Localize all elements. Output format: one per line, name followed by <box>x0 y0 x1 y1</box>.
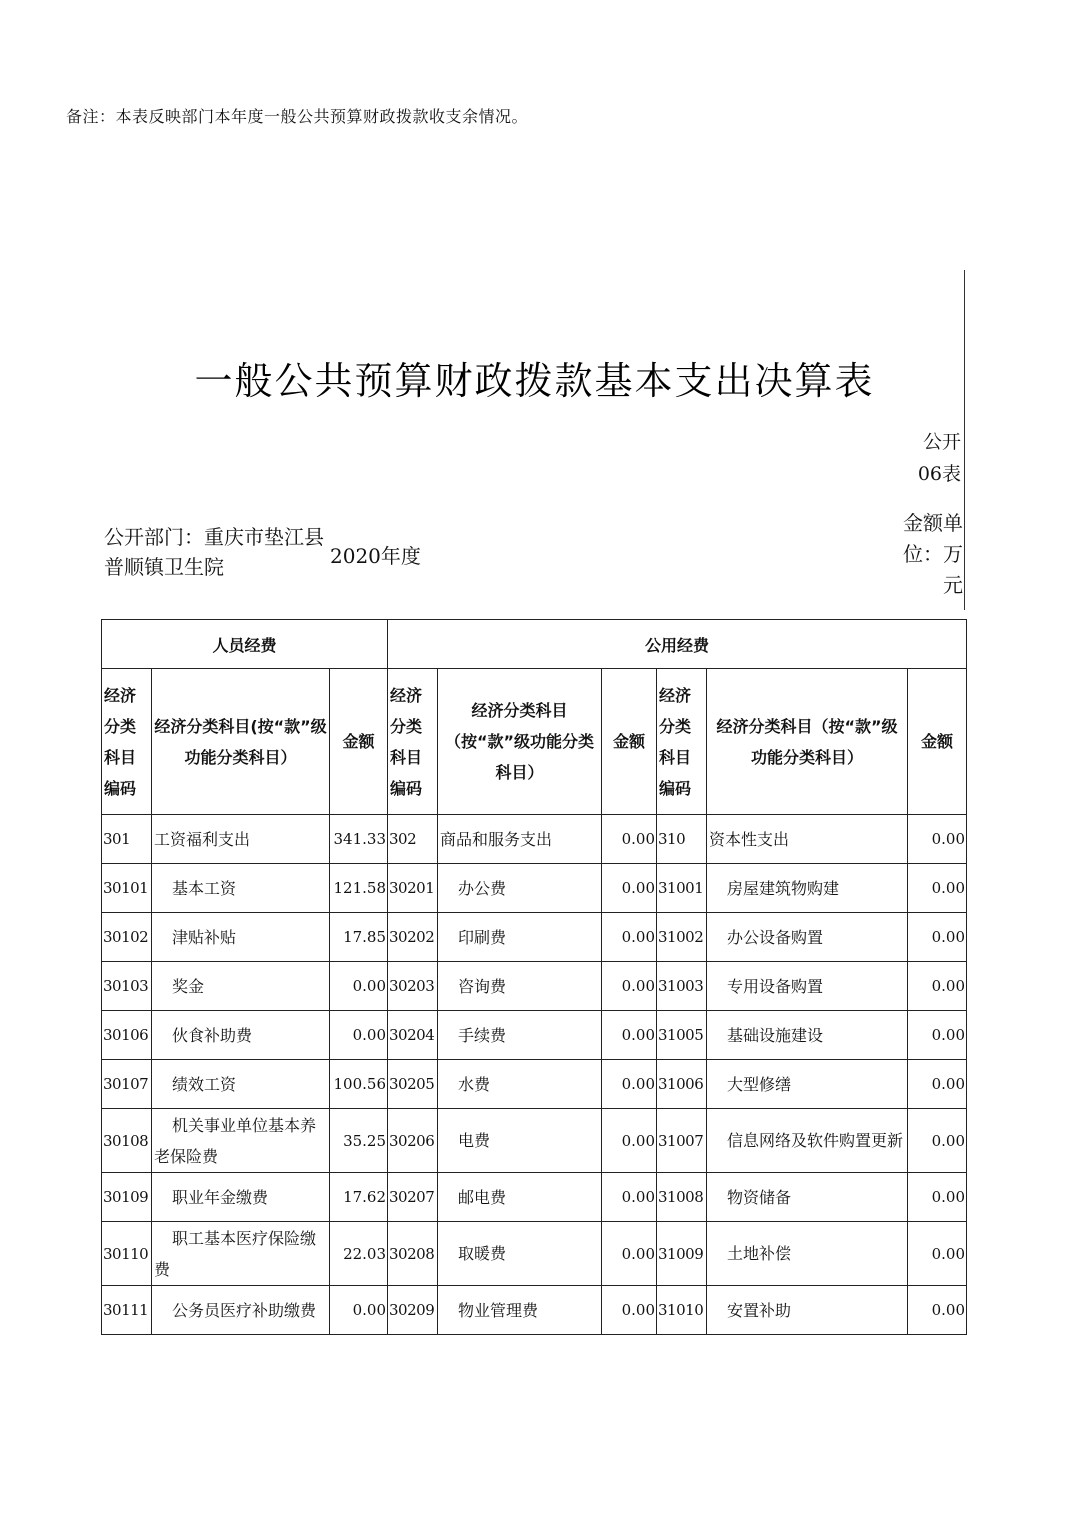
table-row <box>102 1286 967 1335</box>
capital-amount: 0.00 <box>908 1222 967 1286</box>
personnel-code: 30111 <box>102 1286 152 1335</box>
public-goods-item: 邮电费 <box>438 1173 602 1222</box>
capital-code: 310 <box>657 815 707 864</box>
header-item: 经济分类科目(按“款”级功能分类科目） <box>152 669 330 815</box>
public-goods-code: 30207 <box>388 1173 438 1222</box>
capital-item: 信息网络及软件购置更新 <box>707 1109 908 1173</box>
capital-code: 31006 <box>657 1060 707 1109</box>
header-amount: 金额 <box>602 669 657 815</box>
personnel-item: 基本工资 <box>152 864 330 913</box>
capital-amount: 0.00 <box>908 1011 967 1060</box>
public-goods-amount: 0.00 <box>602 1286 657 1335</box>
public-goods-code: 30204 <box>388 1011 438 1060</box>
page-title: 一般公共预算财政拨款基本支出决算表 <box>194 359 875 403</box>
personnel-code: 30103 <box>102 962 152 1011</box>
capital-code: 31003 <box>657 962 707 1011</box>
personnel-amount: 0.00 <box>330 1286 388 1335</box>
personnel-code: 30106 <box>102 1011 152 1060</box>
capital-code: 31005 <box>657 1011 707 1060</box>
personnel-item: 公务员医疗补助缴费 <box>152 1286 330 1335</box>
capital-item: 办公设备购置 <box>707 913 908 962</box>
section-public: 公用经费 <box>388 620 967 669</box>
personnel-code: 301 <box>102 815 152 864</box>
personnel-amount: 0.00 <box>330 1011 388 1060</box>
capital-item: 基础设施建设 <box>707 1011 908 1060</box>
capital-code: 31002 <box>657 913 707 962</box>
capital-amount: 0.00 <box>908 1109 967 1173</box>
public-goods-amount: 0.00 <box>602 1173 657 1222</box>
public-goods-code: 30203 <box>388 962 438 1011</box>
public-goods-item: 印刷费 <box>438 913 602 962</box>
personnel-item: 绩效工资 <box>152 1060 330 1109</box>
header-item: 经济分类科目（按“款”级功能分类科目） <box>707 669 908 815</box>
personnel-item: 伙食补助费 <box>152 1011 330 1060</box>
capital-amount: 0.00 <box>908 913 967 962</box>
public-goods-code: 30209 <box>388 1286 438 1335</box>
personnel-amount: 22.03 <box>330 1222 388 1286</box>
public-goods-amount: 0.00 <box>602 864 657 913</box>
capital-item: 资本性支出 <box>707 815 908 864</box>
capital-code: 31007 <box>657 1109 707 1173</box>
public-goods-code: 30201 <box>388 864 438 913</box>
capital-code: 31010 <box>657 1286 707 1335</box>
table-row <box>102 1222 967 1286</box>
capital-item: 土地补偿 <box>707 1222 908 1286</box>
public-goods-amount: 0.00 <box>602 913 657 962</box>
header-item: 经济分类科目（按“款”级功能分类科目） <box>438 669 602 815</box>
personnel-amount: 121.58 <box>330 864 388 913</box>
capital-amount: 0.00 <box>908 1060 967 1109</box>
header-code: 经济分类科目编码 <box>388 669 438 815</box>
personnel-code: 30102 <box>102 913 152 962</box>
header-amount: 金额 <box>330 669 388 815</box>
capital-amount: 0.00 <box>908 815 967 864</box>
personnel-item: 机关事业单位基本养老保险费 <box>152 1109 330 1173</box>
public-goods-item: 咨询费 <box>438 962 602 1011</box>
personnel-amount: 0.00 <box>330 962 388 1011</box>
capital-code: 31001 <box>657 864 707 913</box>
public-goods-amount: 0.00 <box>602 1222 657 1286</box>
public-goods-item: 取暖费 <box>438 1222 602 1286</box>
public-goods-item: 办公费 <box>438 864 602 913</box>
page-divider-line <box>964 270 965 610</box>
expenditure-table <box>101 619 967 1335</box>
header-code: 经济分类科目编码 <box>657 669 707 815</box>
table-row <box>102 913 967 962</box>
public-goods-code: 302 <box>388 815 438 864</box>
header-amount: 金额 <box>908 669 967 815</box>
public-goods-item: 电费 <box>438 1109 602 1173</box>
personnel-item: 职工基本医疗保险缴费 <box>152 1222 330 1286</box>
public-goods-amount: 0.00 <box>602 1060 657 1109</box>
public-goods-amount: 0.00 <box>602 815 657 864</box>
personnel-amount: 341.33 <box>330 815 388 864</box>
capital-amount: 0.00 <box>908 1173 967 1222</box>
department-label: 公开部门：重庆市垫江县普顺镇卫生院 <box>104 525 324 579</box>
personnel-code: 30109 <box>102 1173 152 1222</box>
personnel-code: 30110 <box>102 1222 152 1286</box>
personnel-item: 奖金 <box>152 962 330 1011</box>
capital-code: 31009 <box>657 1222 707 1286</box>
table-row <box>102 815 967 864</box>
personnel-code: 30101 <box>102 864 152 913</box>
public-goods-item: 水费 <box>438 1060 602 1109</box>
public-goods-item: 手续费 <box>438 1011 602 1060</box>
personnel-item: 工资福利支出 <box>152 815 330 864</box>
capital-amount: 0.00 <box>908 864 967 913</box>
header-code: 经济分类科目编码 <box>102 669 152 815</box>
form-code: 公开06表 <box>917 431 961 485</box>
personnel-item: 职业年金缴费 <box>152 1173 330 1222</box>
capital-item: 房屋建筑物购建 <box>707 864 908 913</box>
capital-item: 专用设备购置 <box>707 962 908 1011</box>
capital-item: 大型修缮 <box>707 1060 908 1109</box>
capital-code: 31008 <box>657 1173 707 1222</box>
personnel-item: 津贴补贴 <box>152 913 330 962</box>
section-personnel: 人员经费 <box>102 620 388 669</box>
public-goods-code: 30205 <box>388 1060 438 1109</box>
personnel-amount: 17.62 <box>330 1173 388 1222</box>
public-goods-item: 物业管理费 <box>438 1286 602 1335</box>
personnel-code: 30107 <box>102 1060 152 1109</box>
capital-amount: 0.00 <box>908 962 967 1011</box>
personnel-code: 30108 <box>102 1109 152 1173</box>
personnel-amount: 35.25 <box>330 1109 388 1173</box>
public-goods-item: 商品和服务支出 <box>438 815 602 864</box>
fiscal-year: 2020年度 <box>330 544 421 568</box>
public-goods-amount: 0.00 <box>602 962 657 1011</box>
capital-item: 物资储备 <box>707 1173 908 1222</box>
amount-unit: 金额单位：万元 <box>903 511 963 597</box>
table-row <box>102 962 967 1011</box>
public-goods-amount: 0.00 <box>602 1011 657 1060</box>
personnel-amount: 100.56 <box>330 1060 388 1109</box>
table-row <box>102 1109 967 1173</box>
personnel-amount: 17.85 <box>330 913 388 962</box>
table-row <box>102 1173 967 1222</box>
capital-item: 安置补助 <box>707 1286 908 1335</box>
capital-amount: 0.00 <box>908 1286 967 1335</box>
public-goods-code: 30202 <box>388 913 438 962</box>
public-goods-amount: 0.00 <box>602 1109 657 1173</box>
footnote: 备注：本表反映部门本年度一般公共预算财政拨款收支余情况。 <box>66 107 529 126</box>
table-row <box>102 864 967 913</box>
public-goods-code: 30206 <box>388 1109 438 1173</box>
public-goods-code: 30208 <box>388 1222 438 1286</box>
table-row <box>102 1011 967 1060</box>
table-row <box>102 1060 967 1109</box>
